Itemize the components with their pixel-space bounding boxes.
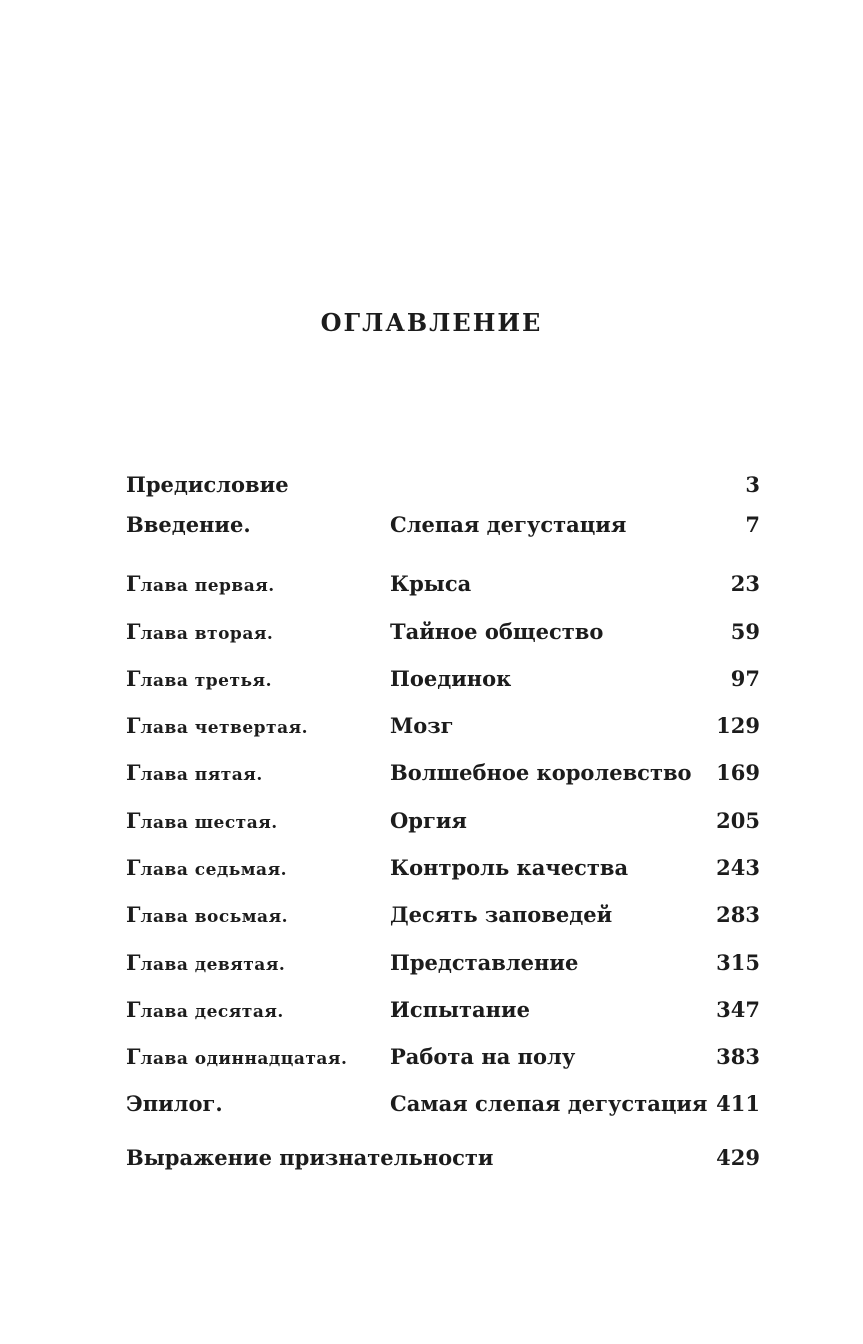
toc-entry-name: Тайное общество <box>390 619 604 644</box>
toc-entry-page: 169 <box>716 760 760 785</box>
toc-entry-page: 59 <box>730 619 760 644</box>
toc-entry-page: 3 <box>745 472 760 497</box>
toc-entry-label: Глава десятая. <box>126 997 284 1022</box>
toc-entry-chapter-4 <box>0 713 863 743</box>
toc-entry-chapter-11 <box>0 1044 863 1074</box>
toc-entry-name: Работа на полу <box>390 1044 576 1069</box>
toc-entry-chapter-7 <box>0 855 863 885</box>
toc-entry-page: 315 <box>716 950 760 975</box>
toc-entry-page: 243 <box>716 855 760 880</box>
toc-entry-introduction <box>0 512 863 542</box>
toc-entry-label: Глава третья. <box>126 666 273 691</box>
toc-entry-chapter-2 <box>0 619 863 649</box>
toc-entry-label: Глава одиннадцатая. <box>126 1044 348 1069</box>
toc-entry-name: Поединок <box>390 666 512 691</box>
toc-entry-acknowledgements <box>0 1145 863 1175</box>
toc-entry-chapter-8 <box>0 902 863 932</box>
toc-entry-chapter-1 <box>0 571 863 601</box>
toc-entry-page: 23 <box>730 571 760 596</box>
toc-entry-chapter-5 <box>0 760 863 790</box>
toc-entry-page: 411 <box>716 1091 760 1116</box>
toc-entry-chapter-9 <box>0 950 863 980</box>
toc-entry-label: Выражение признательности <box>126 1145 494 1170</box>
toc-entry-label: Глава шестая. <box>126 808 278 833</box>
toc-entry-label: Предисловие <box>126 472 289 497</box>
toc-entry-label: Эпилог. <box>126 1091 223 1116</box>
toc-entry-label: Глава вторая. <box>126 619 274 644</box>
toc-entry-page: 129 <box>716 713 760 738</box>
toc-entry-chapter-6 <box>0 808 863 838</box>
toc-entry-label: Глава пятая. <box>126 760 263 785</box>
toc-entry-label: Глава седьмая. <box>126 855 288 880</box>
toc-entry-chapter-3 <box>0 666 863 696</box>
toc-entry-page: 97 <box>730 666 760 691</box>
toc-entry-name: Представление <box>390 950 579 975</box>
toc-entry-epilogue <box>0 1091 863 1121</box>
toc-entry-name: Самая слепая дегустация <box>390 1091 708 1116</box>
toc-entry-page: 383 <box>716 1044 760 1069</box>
toc-entry-page: 347 <box>716 997 760 1022</box>
toc-entry-label: Глава первая. <box>126 571 275 596</box>
toc-entry-name: Испытание <box>390 997 530 1022</box>
toc-entry-name: Мозг <box>390 713 454 738</box>
toc-entry-page: 283 <box>716 902 760 927</box>
toc-entry-name: Крыса <box>390 571 472 596</box>
toc-entry-page: 429 <box>716 1145 760 1170</box>
toc-entry-label: Глава восьмая. <box>126 902 289 927</box>
page-title: ОГЛАВЛЕНИЕ <box>320 308 543 337</box>
toc-entry-label: Введение. <box>126 512 251 537</box>
toc-entry-page: 205 <box>716 808 760 833</box>
toc-entry-label: Глава четвертая. <box>126 713 309 738</box>
toc-entry-label: Глава девятая. <box>126 950 286 975</box>
toc-entry-preface <box>0 472 863 502</box>
toc-entry-name: Контроль качества <box>390 855 629 880</box>
toc-entry-name: Слепая дегустация <box>390 512 627 537</box>
toc-entry-page: 7 <box>745 512 760 537</box>
toc-entry-name: Десять заповедей <box>390 902 613 927</box>
toc-entry-name: Оргия <box>390 808 467 833</box>
toc-entry-chapter-10 <box>0 997 863 1027</box>
toc-entry-name: Волшебное королевство <box>390 760 692 785</box>
